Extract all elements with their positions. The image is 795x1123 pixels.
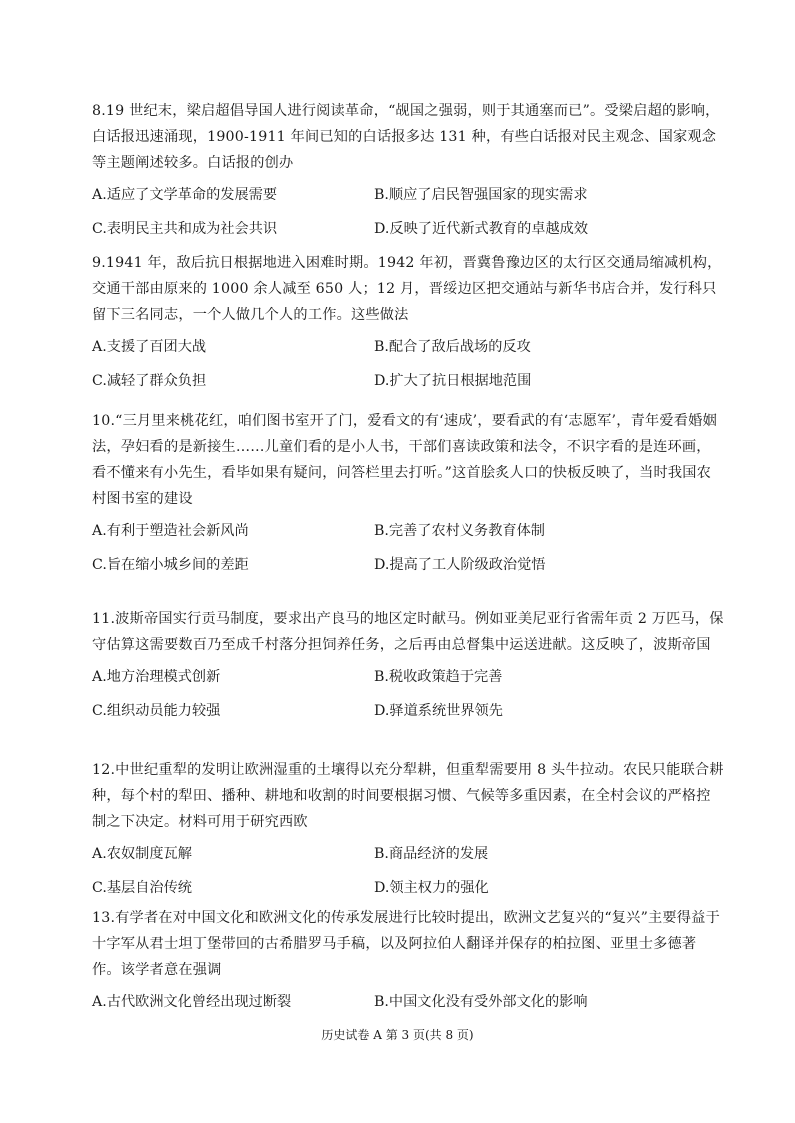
option-c[interactable]: C.基层自治传统	[92, 880, 192, 896]
option-b[interactable]: B.配合了敌后战场的反攻	[374, 339, 531, 355]
options-row	[92, 658, 724, 692]
options-row	[92, 869, 724, 903]
options-row	[92, 176, 724, 210]
option-a[interactable]: A.古代欧洲文化曾经出现过断裂	[92, 994, 292, 1010]
question-9	[92, 250, 724, 396]
option-c[interactable]: C.减轻了群众负担	[92, 373, 207, 389]
options-row	[92, 328, 724, 362]
option-d[interactable]: D.提高了工人阶级政治觉悟	[374, 557, 546, 573]
option-b[interactable]: B.顺应了启民智强国家的现实需求	[374, 187, 588, 203]
option-c[interactable]: C.旨在缩小城乡间的差距	[92, 557, 249, 573]
option-b[interactable]: B.税收政策趋于完善	[374, 669, 503, 685]
question-12	[92, 757, 724, 903]
options-row	[92, 546, 724, 580]
options-row	[92, 983, 724, 1017]
question-8	[92, 98, 724, 244]
question-13	[92, 905, 724, 1017]
question-stem: 9.1941 年，敌后抗日根据地进入困难时期。1942 年初，晋冀鲁豫边区的太行区交通局缩减机构，交通干部由原来的 1000 余人减至 650 人；12 月，晋绥边区把交通站与新华书店合并，发行科只留下三名同志，一个人做几个人的工作。这些做法	[92, 255, 722, 323]
option-b[interactable]: B.完善了农村义务教育体制	[374, 523, 545, 539]
options-row	[92, 512, 724, 546]
option-a[interactable]: A.支援了百团大战	[92, 339, 207, 355]
question-stem: 8.19 世纪末，梁启超倡导国人进行阅读革命，“觇国之强弱，则于其通塞而已”。受梁启超的影响，白话报迅速涌现，1900-1911 年间已知的白话报多达 131 种，有些白话报对民主观念、国家观念等主题阐述较多。白话报的创办	[92, 103, 720, 171]
options-row	[92, 692, 724, 726]
question-stem: 11.波斯帝国实行贡马制度，要求出产良马的地区定时献马。例如亚美尼亚行省需年贡 2 万匹马，保守估算这需要数百乃至成千村落分担饲养任务，之后再由总督集中运送进献。这反映了，波斯帝国	[92, 611, 724, 653]
question-11	[92, 606, 724, 726]
option-c[interactable]: C.组织动员能力较强	[92, 703, 221, 719]
question-stem: 10.“三月里来桃花红，咱们图书室开了门，爱看文的有‘速成’，要看武的有‘志愿军’，青年爱看婚姻法，孕妇看的是新接生……儿童们看的是小人书，干部们喜读政策和法令，不识字看的是连环画，看不懂来有小先生，看毕如果有疑问，问答栏里去打听。”这首脍炙人口的快板反映了，当时我国农村图书室的建设	[92, 413, 717, 507]
options-row	[92, 835, 724, 869]
option-d[interactable]: D.驿道系统世界领先	[374, 703, 503, 719]
option-b[interactable]: B.中国文化没有受外部文化的影响	[374, 994, 588, 1010]
option-a[interactable]: A.农奴制度瓦解	[92, 846, 192, 862]
question-stem: 12.中世纪重犁的发明让欧洲湿重的土壤得以充分犁耕，但重犁需要用 8 头牛拉动。农民只能联合耕种，每个村的犁田、播种、耕地和收割的时间要根据习惯、气候等多重因素，在全村会议的严格控制之下决定。材料可用于研究西欧	[92, 762, 724, 830]
question-stem: 13.有学者在对中国文化和欧洲文化的传承发展进行比较时提出，欧洲文艺复兴的“复兴”主要得益于十字军从君士坦丁堡带回的古希腊罗马手稿，以及阿拉伯人翻译并保存的柏拉图、亚里士多德著作。该学者意在强调	[92, 910, 720, 978]
options-row	[92, 362, 724, 396]
option-c[interactable]: C.表明民主共和成为社会共识	[92, 221, 278, 237]
option-d[interactable]: D.反映了近代新式教育的卓越成效	[374, 221, 589, 237]
options-row	[92, 210, 724, 244]
option-d[interactable]: D.领主权力的强化	[374, 880, 489, 896]
option-d[interactable]: D.扩大了抗日根据地范围	[374, 373, 532, 389]
option-a[interactable]: A.地方治理模式创新	[92, 669, 221, 685]
question-10	[92, 408, 724, 580]
option-a[interactable]: A.有利于塑造社会新风尚	[92, 523, 249, 539]
option-a[interactable]: A.适应了文学革命的发展需要	[92, 187, 278, 203]
page-footer: 历史试卷 A 第 3 页(共 8 页)	[321, 1028, 474, 1042]
option-b[interactable]: B.商品经济的发展	[374, 846, 489, 862]
